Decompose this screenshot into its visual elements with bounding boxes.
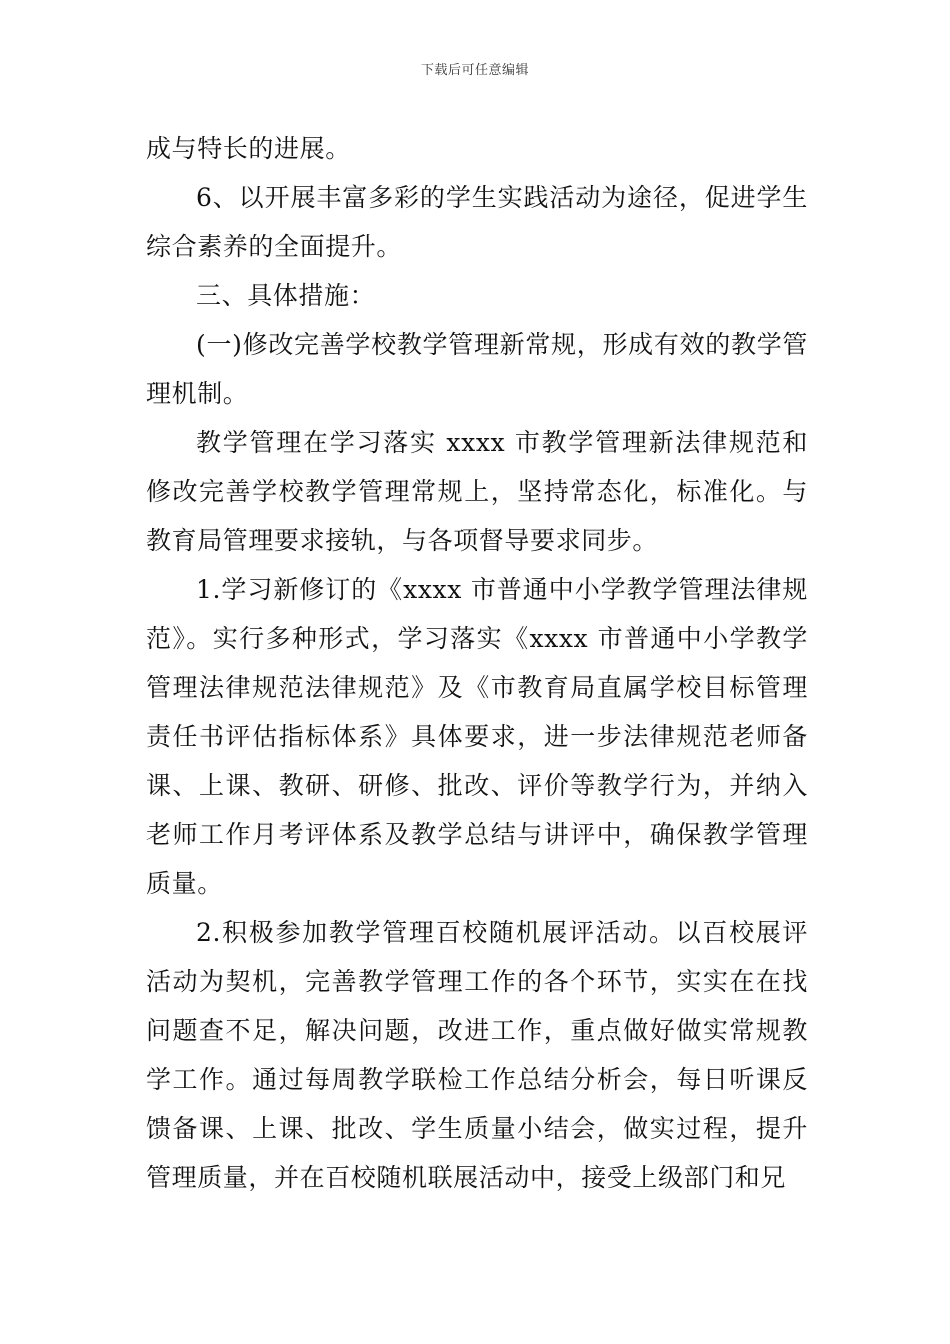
paragraph-item-2: 2.积极参加教学管理百校随机展评活动。以百校展评活动为契机，完善教学管理工作的各个环节，实实在在找问题查不足，解决问题，改进工作，重点做好做实常规教学工作。通过每周教学联检工作总结分析会，每日听课反馈备课、上课、批改、学生质量小结会，做实过程，提升管理质量，并在百校随机联展活动中，接受上级部门和兄 [146, 918, 808, 1192]
paragraph-continuation: 成与特长的进展。 [146, 134, 351, 163]
subsection-heading-1: (一)修改完善学校教学管理新常规，形成有效的教学管理机制。 [146, 330, 808, 408]
paragraph-item-1: 1.学习新修订的《xxxx 市普通中小学教学管理法律规范》。实行多种形式，学习落实《xxxx 市普通中小学教学管理法律规范法律规范》及《市教育局直属学校目标管理责任书评估指标体系》具体要求，进一步法律规范老师备课、上课、教研、研修、批改、评价等教学行为，并纳入老师工作月考评体系及教学总结与讲评中，确保教学管理质量。 [146, 575, 808, 898]
document-body [146, 124, 808, 1202]
paragraph-teaching-management: 教学管理在学习落实 xxxx 市教学管理新法律规范和修改完善学校教学管理常规上，坚持常态化，标准化。与教育局管理要求接轨，与各项督导要求同步。 [146, 428, 808, 555]
paragraph-goal-6: 6、以开展丰富多彩的学生实践活动为途径，促进学生综合素养的全面提升。 [146, 183, 808, 261]
header-note: 下载后可任意编辑 [420, 63, 529, 78]
section-heading-measures: 三、具体措施： [196, 281, 376, 310]
